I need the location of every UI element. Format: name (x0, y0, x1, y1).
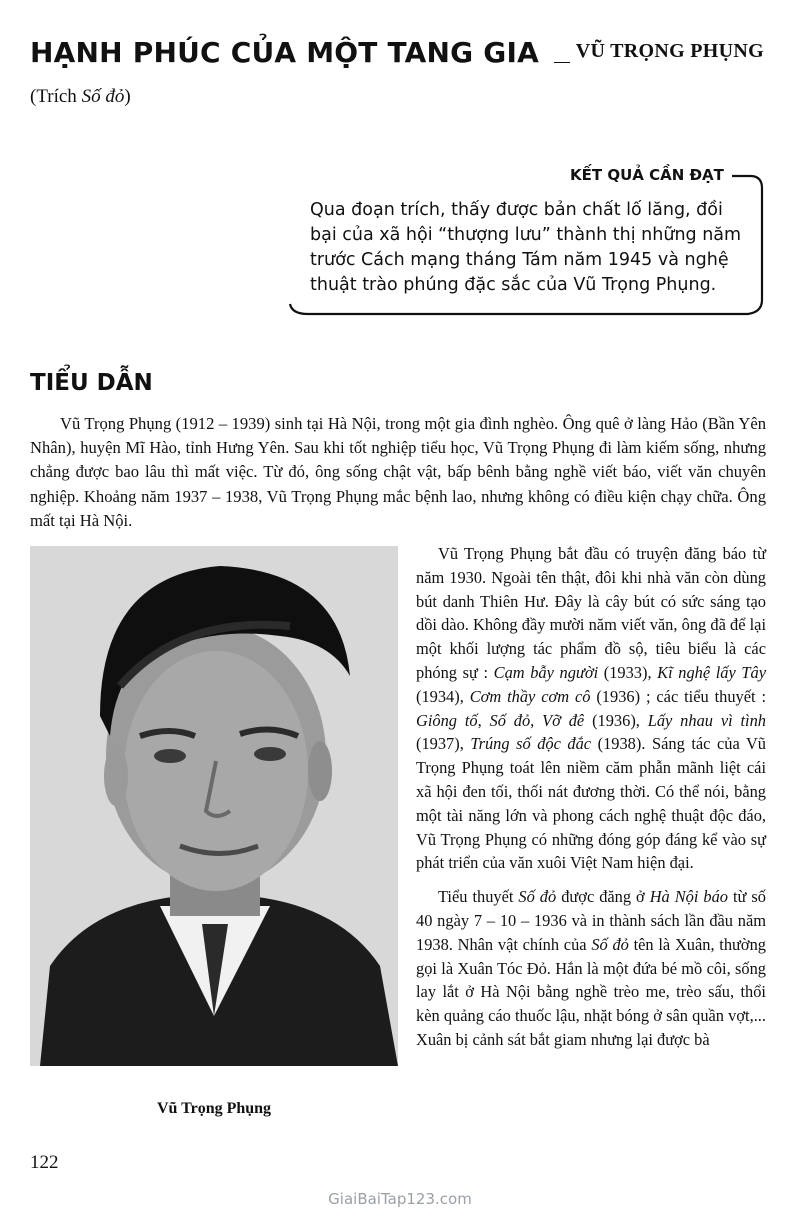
watermark: GiaiBaiTap123.com (328, 1190, 472, 1208)
work-title: Số đỏ (518, 887, 557, 907)
author-portrait (30, 546, 398, 1066)
outcome-text: Qua đoạn trích, thấy được bản chất lố lăng, đồi bại của xã hội “thượng lưu” thành thị những năm trước Cách mạng tháng Tám năm 1945 và nghệ thuật trào phúng đặc sắc của Vũ Trọng Phụng. (310, 200, 742, 295)
excerpt-work: Số đỏ (81, 86, 125, 107)
novel-paragraph: Tiểu thuyết Số đỏ được đăng ở Hà Nội báo từ số 40 ngày 7 – 10 – 1936 và in thành sách lần đầu năm 1938. Nhân vật chính của Số đỏ tên là Xuân, thường gọi là Xuân Tóc Đỏ. Hắn là một đứa bé mồ côi, sống lay lắt ở Hà Nội bằng nghề trèo me, trèo sấu, thổi kèn quảng cáo thuốc lậu, nhặt bóng ở sân quần vợt,... Xuân bị cảnh sát bắt giam nhưng lại được bà (416, 887, 766, 1049)
work-title: Số đỏ (591, 934, 629, 954)
learning-outcome-box (288, 164, 764, 324)
author-name: VŨ TRỌNG PHỤNG (570, 40, 764, 63)
work-title: Trúng số độc đắc (470, 734, 592, 754)
excerpt-source (30, 86, 131, 108)
portrait-caption: Vũ Trọng Phụng (156, 1100, 272, 1117)
excerpt-prefix: (Trích (30, 86, 82, 107)
outcome-heading: KẾT QUẢ CẦN ĐẠT (570, 166, 724, 184)
lesson-title: HẠNH PHÚC CỦA MỘT TANG GIA (30, 36, 539, 69)
career-paragraph: Vũ Trọng Phụng bắt đầu có truyện đăng báo từ năm 1930. Ngoài tên thật, đôi khi nhà văn còn dùng bút danh Thiên Hư. Đây là cây bút có sức sáng tạo dồi dào. Không đầy mười năm viết văn, ông đã để lại một khối lượng tác phẩm đồ sộ, tiêu biểu là các phóng sự : Cạm bẫy người (1933), Kĩ nghệ lấy Tây (1934), Cơm thầy cơm cô (1936) ; các tiểu thuyết : Giông tố, Số đỏ, Vỡ đê (1936), Lấy nhau vì tình (1937), Trúng số độc đắc (1938). Sáng tác của Vũ Trọng Phụng toát lên niềm căm phẫn mãnh liệt cái xã hội đen tối, thối nát đương thời. Có thể nói, bằng một tài năng lớn và phong cách nghệ thuật độc đáo, Vũ Trọng Phụng có những đóng góp đáng kể vào sự phát triển của văn xuôi Việt Nam hiện đại. (416, 544, 767, 873)
intro-paragraph: Vũ Trọng Phụng (1912 – 1939) sinh tại Hà Nội, trong một gia đình nghèo. Ông quê ở làng Hảo (Bần Yên Nhân), huyện Mĩ Hào, tỉnh Hưng Yên. Sau khi tốt nghiệp tiểu học, Vũ Trọng Phụng đi làm kiếm sống, nhưng chẳng được bao lâu thì mất việc. Từ đó, ông sống chật vật, bấp bênh bằng nghề viết báo, viết văn chuyên nghiệp. Khoảng năm 1937 – 1938, Vũ Trọng Phụng mắc bệnh lao, nhưng không có điều kiện chạy chữa. Ông mất tại Hà Nội. (30, 414, 766, 530)
newspaper-title: Hà Nội báo (649, 887, 728, 907)
work-title: Cơm thầy cơm cô (469, 686, 591, 706)
work-title: Cạm bẫy người (493, 662, 599, 682)
section-heading: TIỂU DẪN (30, 370, 153, 396)
right-column (416, 542, 766, 1062)
work-title: Kĩ nghệ lấy Tây (657, 662, 766, 682)
excerpt-suffix: ) (124, 86, 131, 107)
page-number: 122 (30, 1152, 59, 1173)
work-title: Giông tố, Số đỏ, Vỡ đê (416, 710, 585, 730)
work-title: Lấy nhau vì tình (647, 710, 766, 730)
title-row (30, 34, 770, 74)
